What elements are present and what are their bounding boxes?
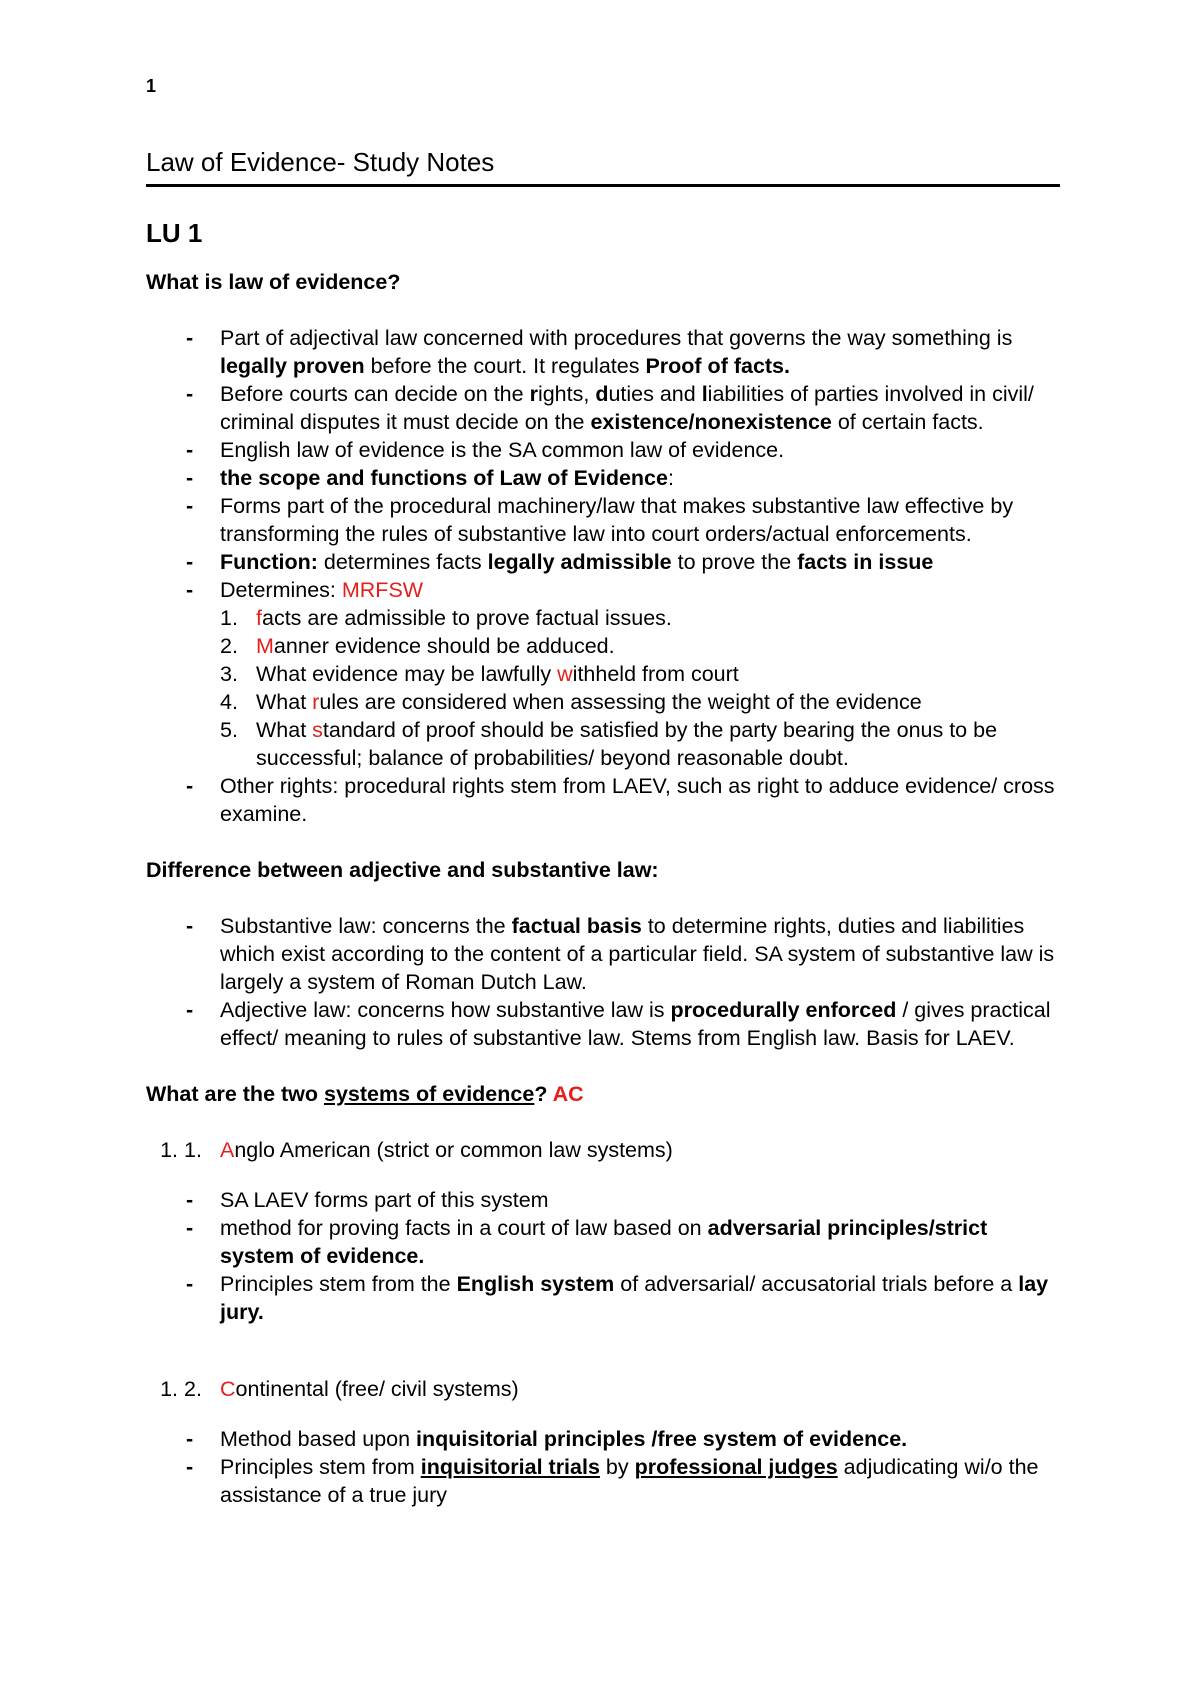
numbered-list [146,604,1066,772]
item-number: 2. [220,634,238,658]
mnemonic-letter: w [557,662,573,686]
item-number: 3. [220,662,238,686]
text: What [256,690,313,714]
text: Principles stem from [220,1454,421,1479]
text: anner evidence should be adduced. [273,634,615,658]
numbered-item [220,688,1066,716]
item-number: 1. [220,606,238,630]
text: to determine rights, duties and liabilities which exist according to the content of a particular field. SA system of substantive law is largely a system of Roman Dutch Law. [220,914,1055,994]
text: to prove the [671,550,798,574]
list-item [146,912,1066,996]
list-item: - Forms part of the procedural machinery/law that makes substantive law effective by transforming the rules of substantive law into court orders/actual enforcements. [146,492,1066,548]
list-item: - Other rights: procedural rights stem from LAEV, such as right to adduce evidence/ cross examine. [146,772,1066,828]
spacer [146,1326,1066,1354]
text: tandard of proof should be satisfied by the party bearing the onus to be successful; balance of probabilities/ beyond reasonable doubt. [256,718,998,770]
bold-text: lay jury. [220,1271,1049,1324]
law-types-list [146,912,1066,1052]
text: ontinental (free/ civil systems) [235,1377,519,1401]
text: determines facts [317,550,488,574]
text: ? [534,1082,553,1106]
text: / gives practical effect/ meaning to rules of substantive law. Stems from English law. Basis for LAEV. [220,998,1051,1050]
bold-text: Proof of facts. [645,354,790,378]
document-title: Law of Evidence- Study Notes [146,146,1060,187]
definition-list [146,324,1066,604]
underlined-text: systems of evidence [323,1082,535,1106]
list-item [146,464,1066,492]
text: Part of adjectival law concerned with procedures that governs the way something is [220,326,1013,350]
document-body [146,216,1066,1509]
text: Principles stem from the [220,1271,457,1296]
bold-text: inquisitorial principles /free system of evidence. [416,1426,908,1451]
text: before the court. It regulates [364,354,646,378]
bold-letter: d [595,382,609,406]
mnemonic-letter: r [312,690,320,714]
item-number: 1. 1. [184,1138,202,1162]
list-item [146,380,1066,436]
mnemonic-letter: f [256,606,262,630]
text: What evidence may be lawfully [256,662,558,686]
list-item [146,548,1066,576]
numbered-item [220,716,1066,772]
text: Substantive law: concerns the [220,914,512,938]
mnemonic-letter: A [220,1138,235,1162]
other-rights-list [146,772,1066,828]
text: of adversarial/ accusatorial trials before a [614,1271,1019,1296]
text: ights, [537,382,596,406]
list-item: - English law of evidence is the SA common law of evidence. [146,436,1066,464]
item-number: 5. [220,718,238,742]
numbered-item [184,1136,1066,1164]
mnemonic-letter: C [220,1377,236,1401]
text: : [667,466,674,490]
bold-text: legally admissible [487,550,672,574]
text: by [599,1454,635,1479]
bold-text: the scope and functions of Law of Evidence [220,466,668,490]
list-item: - SA LAEV forms part of this system [146,1186,1066,1214]
bold-text: legally proven [220,354,365,378]
text: acts are admissible to prove factual issues. [261,606,672,630]
text: ules are considered when assessing the weight of the evidence [319,690,922,714]
system-1-list [146,1186,1066,1326]
bold-underlined-text: inquisitorial trials [420,1454,600,1479]
list-item [146,1425,1066,1453]
section-heading-systems-of-evidence [146,1080,1066,1108]
bold-letter: r [529,382,538,406]
numbered-item [184,1375,1066,1403]
text: Method based upon [220,1426,417,1451]
bold-text: facts in issue [797,550,934,574]
text: of certain facts. [831,410,984,434]
list-item [146,324,1066,380]
mnemonic-letter: s [312,718,323,742]
page-number: 1 [146,76,157,96]
numbered-item [220,632,1066,660]
text: ithheld from court [572,662,739,686]
mnemonic-letter: M [256,634,274,658]
text: Adjective law: concerns how substantive law is [220,998,671,1022]
text: nglo American (strict or common law systems) [234,1138,673,1162]
mnemonic: MRFSW [341,578,424,602]
numbered-item [220,660,1066,688]
system-2-list [146,1425,1066,1509]
text: What are the two [146,1082,324,1106]
bold-letter: l [701,382,708,406]
bold-text: procedurally enforced [670,998,897,1022]
bold-text: English system [456,1271,615,1296]
text: adjudicating wi/o the assistance of a true jury [220,1454,1039,1507]
bold-text: factual basis [511,914,642,938]
numbered-item [220,604,1066,632]
system-2-heading [146,1375,1066,1403]
bold-text: adversarial principles/strict system of evidence. [220,1215,988,1268]
item-number: 1. 2. [184,1377,202,1401]
bold-text: existence/nonexistence [590,410,832,434]
section-heading-what-is-law-of-evidence: What is law of evidence? [146,270,401,294]
bold-underlined-text: professional judges [634,1454,838,1479]
text: Before courts can decide on the [220,382,530,406]
list-item [146,996,1066,1052]
list-item [146,1453,1066,1509]
text: method for proving facts in a court of law based on [220,1215,708,1240]
list-item [146,1214,1066,1270]
lu-heading: LU 1 [146,218,203,248]
text: Determines: [220,578,342,602]
text: uties and [608,382,702,406]
system-1-heading [146,1136,1066,1164]
bold-text: Function: [220,550,318,574]
text: iabilities of parties involved in civil/ criminal disputes it must decide on the [220,382,1034,434]
text: What [256,718,313,742]
list-item [146,1270,1066,1326]
item-number: 4. [220,690,238,714]
mnemonic: AC [552,1082,584,1106]
list-item [146,576,1066,604]
section-heading-adjective-vs-substantive: Difference between adjective and substantive law: [146,858,659,882]
